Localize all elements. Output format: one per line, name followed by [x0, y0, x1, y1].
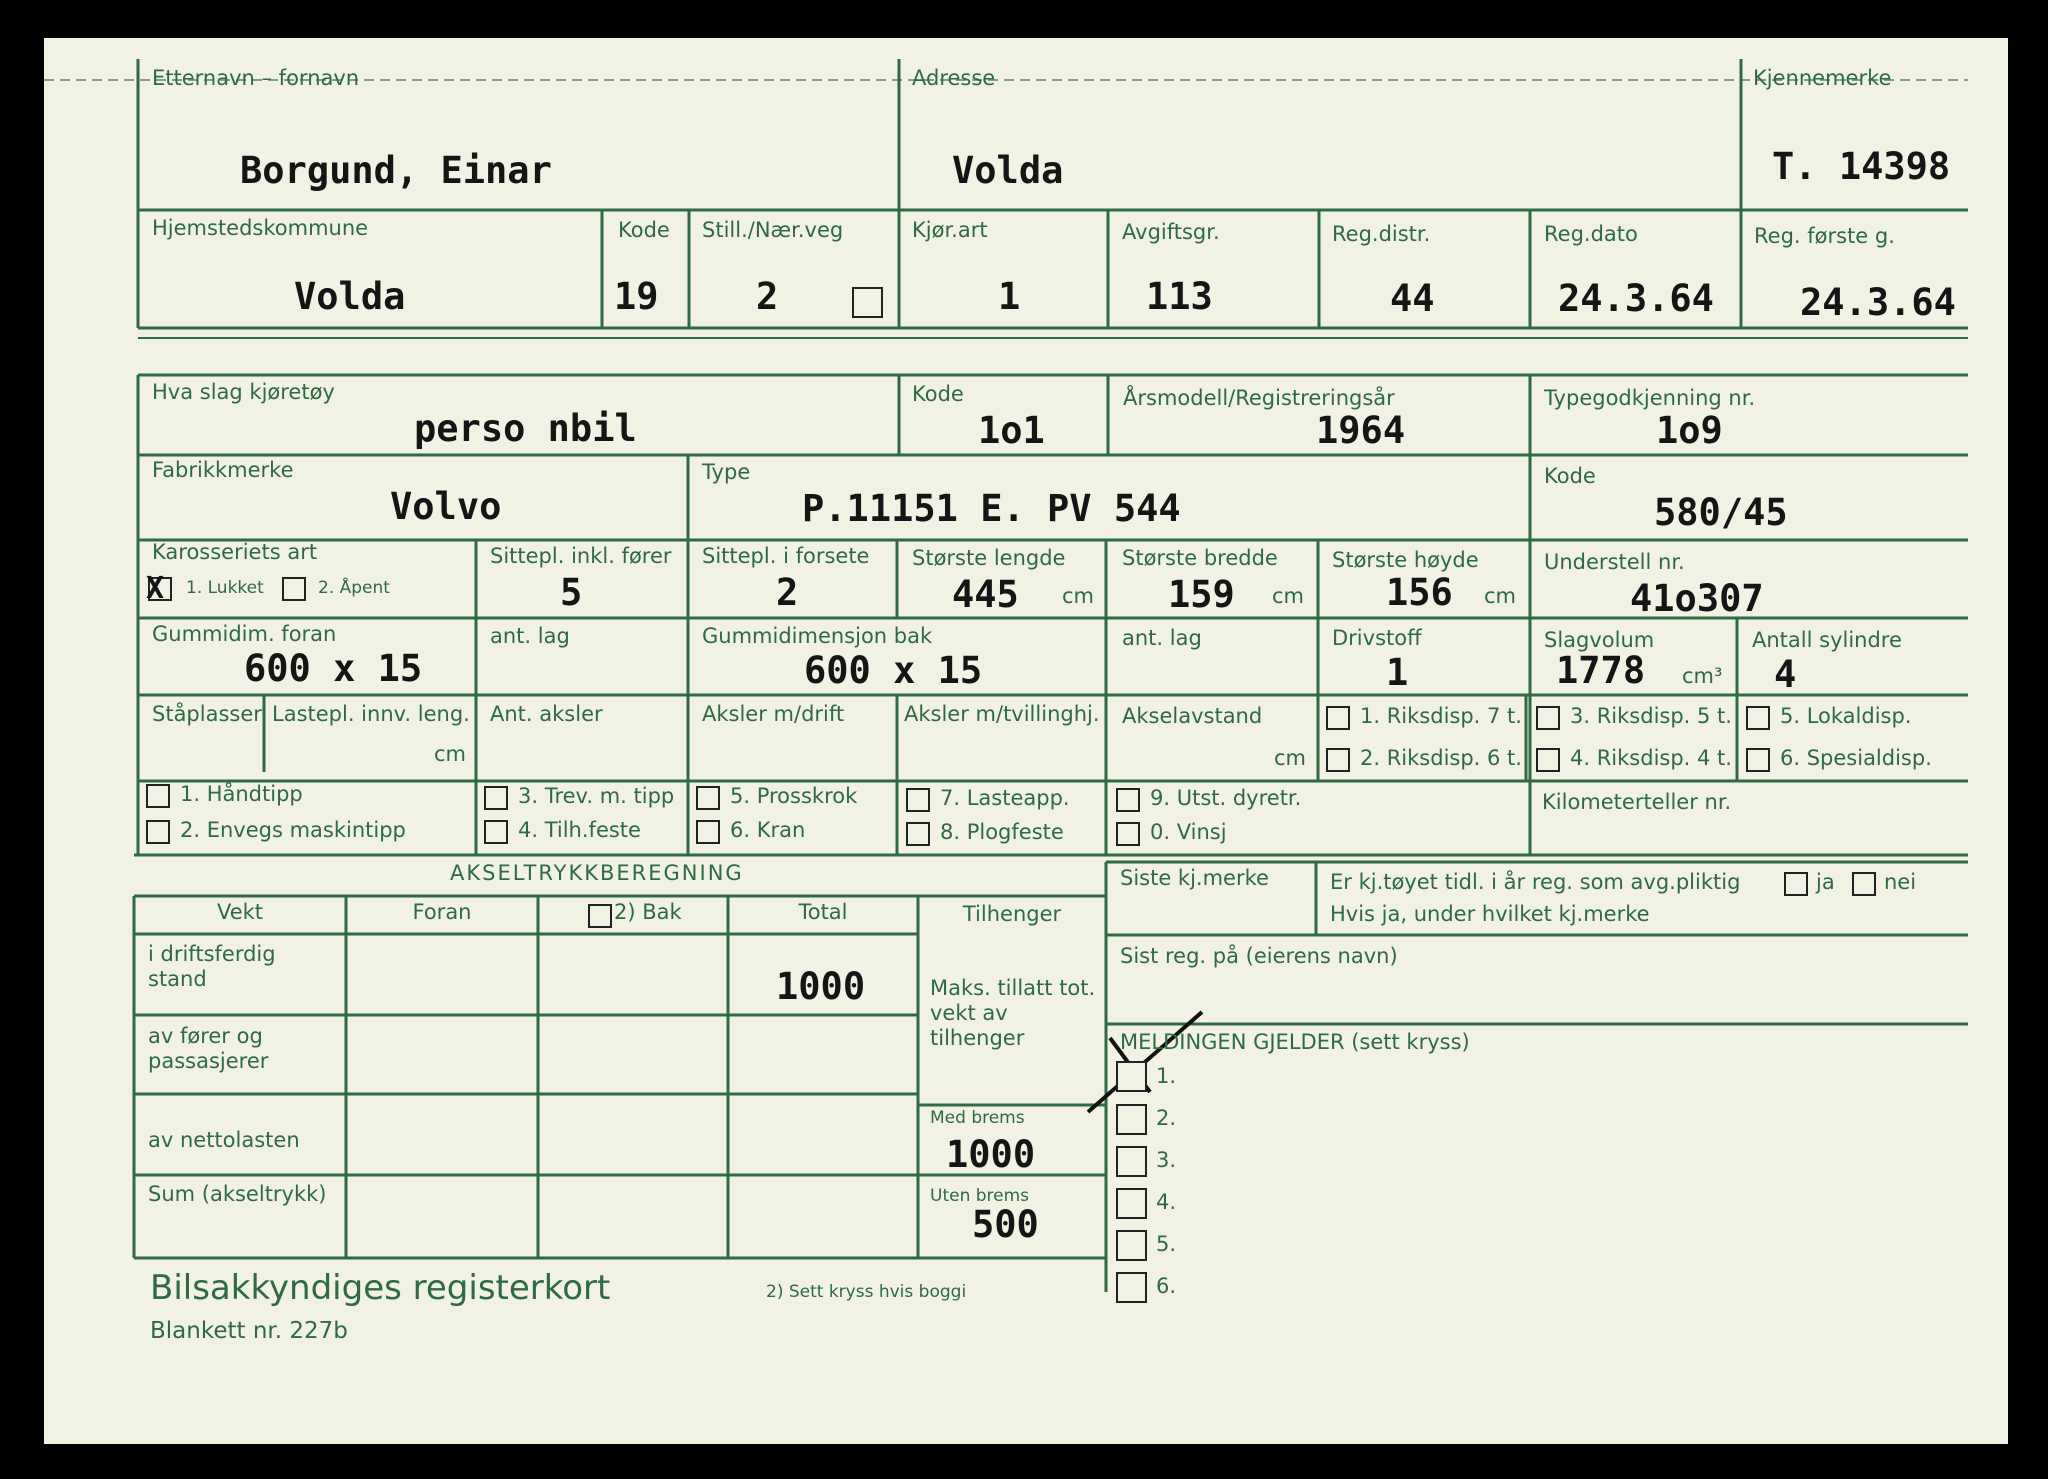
kommune-value: Volda [294, 275, 406, 318]
foran-label: Gummidim. foran [152, 622, 337, 646]
med-brems-value: 1000 [946, 1133, 1036, 1176]
bak-label: Gummidimensjon bak [702, 624, 933, 648]
typegodkj-label: Typegodkjenning nr. [1544, 386, 1756, 410]
handtipp-checkbox[interactable] [146, 784, 170, 808]
riks4-checkbox[interactable] [1536, 748, 1560, 772]
lengde-label: Største lengde [912, 546, 1066, 570]
bak-header: 2) Bak [614, 900, 682, 924]
uten-brems-value: 500 [972, 1203, 1039, 1246]
antaksler-label: Ant. aksler [490, 702, 603, 726]
blankett-label: Blankett nr. 227b [150, 1318, 348, 1344]
forsete-value: 2 [776, 571, 799, 614]
hvis-label: Hvis ja, under hvilket kj.merke [1330, 902, 1650, 926]
row-nettolast: av nettolasten [148, 1128, 300, 1152]
med-brems-label: Med brems [930, 1108, 1025, 1128]
antlag-label: ant. lag [490, 624, 570, 648]
prosskrok-label: 5. Prosskrok [730, 784, 858, 808]
sittepl-value: 5 [560, 571, 583, 614]
aarsmodell-value: 1964 [1316, 409, 1406, 452]
vinsj-checkbox[interactable] [1116, 822, 1140, 846]
lengde-unit: cm [1062, 584, 1095, 608]
vinsj-label: 0. Vinsj [1150, 820, 1227, 844]
drivstoff-value: 1 [1386, 651, 1409, 694]
tilh-label: 4. Tilh.feste [518, 818, 641, 842]
utst-label: 9. Utst. dyretr. [1150, 786, 1302, 810]
forsete-label: Sittepl. i forsete [702, 544, 870, 568]
melding-3-checkbox[interactable] [1116, 1146, 1147, 1177]
still-checkbox[interactable] [852, 287, 883, 318]
envegs-label: 2. Envegs maskintipp [180, 818, 406, 842]
kode2-value: 580/45 [1654, 491, 1788, 534]
lasteapp-label: 7. Lasteapp. [940, 786, 1070, 810]
nei-label: nei [1884, 870, 1917, 894]
nei-checkbox[interactable] [1852, 872, 1876, 896]
hoyde-label: Største høyde [1332, 548, 1479, 572]
fabrikk-label: Fabrikkmerke [152, 458, 294, 482]
vekt-header: Vekt [216, 900, 264, 924]
drivstoff-label: Drivstoff [1332, 626, 1422, 650]
foran-value: 600 x 15 [244, 647, 423, 690]
sylindre-label: Antall sylindre [1752, 628, 1902, 652]
kjorart-value: 1 [998, 275, 1021, 318]
slagvolum-value: 1778 [1556, 649, 1646, 692]
melding-label: MELDINGEN GJELDER (sett kryss) [1120, 1030, 1470, 1054]
kode2-label: Kode [1544, 464, 1596, 488]
form-title: Bilsakkyndiges registerkort [150, 1268, 611, 1308]
address-label: Adresse [912, 66, 996, 90]
siste-kj-label: Siste kj.merke [1120, 866, 1269, 890]
plogfeste-checkbox[interactable] [906, 822, 930, 846]
lasteapp-checkbox[interactable] [906, 788, 930, 812]
trev-label: 3. Trev. m. tipp [518, 784, 675, 808]
melding-2-checkbox[interactable] [1116, 1104, 1147, 1135]
name-label: Etternavn – fornavn [152, 66, 360, 90]
maks-label: Maks. tillatt tot. vekt av tilhenger [930, 976, 1096, 1051]
kommune-label: Hjemstedskommune [152, 216, 369, 240]
utst-checkbox[interactable] [1116, 788, 1140, 812]
foran-header: Foran [412, 900, 472, 924]
antlag2-label: ant. lag [1122, 626, 1202, 650]
melding-5-checkbox[interactable] [1116, 1230, 1147, 1261]
melding-3-label: 3. [1156, 1148, 1177, 1172]
melding-2-label: 2. [1156, 1106, 1177, 1130]
prosskrok-checkbox[interactable] [696, 786, 720, 810]
avgift-value: 113 [1146, 275, 1213, 318]
name-value: Borgund, Einar [240, 149, 552, 192]
regdistr-label: Reg.distr. [1332, 222, 1431, 246]
bredde-value: 159 [1168, 573, 1235, 616]
total-driftsferdig-value: 1000 [776, 965, 866, 1008]
envegs-checkbox[interactable] [146, 820, 170, 844]
check-x-icon: X [146, 571, 165, 606]
slag-value: perso nbil [414, 407, 637, 450]
tilhenger-header: Tilhenger [962, 902, 1062, 926]
bak-boggi-checkbox[interactable] [588, 904, 612, 928]
apent-checkbox[interactable] [282, 577, 306, 601]
melding-1-checkbox[interactable] [1116, 1061, 1147, 1092]
regdato-label: Reg.dato [1544, 222, 1638, 246]
bak-value: 600 x 15 [804, 649, 983, 692]
lukket-label: 1. Lukket [186, 578, 264, 598]
regforste-value: 24.3.64 [1800, 281, 1956, 324]
riks6-checkbox[interactable] [1326, 748, 1350, 772]
kran-checkbox[interactable] [696, 820, 720, 844]
melding-1-label: 1. [1156, 1064, 1177, 1088]
melding-5-label: 5. [1156, 1232, 1177, 1256]
bredde-label: Største bredde [1122, 546, 1278, 570]
still-value: 2 [756, 275, 779, 318]
kran-label: 6. Kran [730, 818, 806, 842]
aarsmodell-label: Årsmodell/Registreringsår [1123, 386, 1395, 410]
tidl-label: Er kj.tøyet tidl. i år reg. som avg.pliktig [1330, 870, 1741, 894]
melding-4-checkbox[interactable] [1116, 1188, 1147, 1219]
staplasser-label: Ståplasser [152, 702, 262, 726]
row-driftsferdig: i driftsferdig stand [148, 942, 276, 992]
akslerdrift-label: Aksler m/drift [702, 702, 845, 726]
total-header: Total [798, 900, 848, 924]
riks5-checkbox[interactable] [1536, 706, 1560, 730]
address-value: Volda [952, 149, 1064, 192]
slagvolum-unit: cm³ [1682, 664, 1723, 688]
regdistr-value: 44 [1390, 277, 1435, 320]
uten-brems-label: Uten brems [930, 1186, 1030, 1206]
apent-label: 2. Åpent [318, 578, 390, 598]
plate-label: Kjennemerke [1753, 66, 1892, 90]
lastepl-label: Lastepl. innv. leng. [272, 702, 470, 726]
tilh-checkbox[interactable] [484, 820, 508, 844]
type-value: P.11151 E. PV 544 [802, 487, 1181, 530]
riks7-checkbox[interactable] [1326, 706, 1350, 730]
riks4-label: 4. Riksdisp. 4 t. [1570, 746, 1732, 770]
karosseri-label: Karosseriets art [152, 540, 318, 564]
melding-6-checkbox[interactable] [1116, 1272, 1147, 1303]
understell-value: 41o307 [1630, 577, 1764, 620]
spesial-checkbox[interactable] [1746, 748, 1770, 772]
vkode-label: Kode [912, 382, 964, 406]
boggi-note: 2) Sett kryss hvis boggi [766, 1282, 967, 1302]
sist-reg-label: Sist reg. på (eierens navn) [1120, 944, 1398, 968]
fabrikk-value: Volvo [390, 485, 502, 528]
kjorart-label: Kjør.art [912, 218, 988, 242]
bredde-unit: cm [1272, 584, 1305, 608]
kode-label: Kode [618, 218, 670, 242]
lokal-label: 5. Lokaldisp. [1780, 704, 1912, 728]
akslertv-label: Aksler m/tvillinghj. [904, 702, 1100, 726]
spesial-label: 6. Spesialdisp. [1780, 746, 1932, 770]
riks6-label: 2. Riksdisp. 6 t. [1360, 746, 1522, 770]
sittepl-label: Sittepl. inkl. fører [490, 544, 672, 568]
melding-6-label: 6. [1156, 1274, 1177, 1298]
typegodkj-value: 1o9 [1656, 409, 1723, 452]
plate-value: T. 14398 [1772, 145, 1951, 188]
riks5-label: 3. Riksdisp. 5 t. [1570, 704, 1732, 728]
sylindre-value: 4 [1774, 653, 1797, 696]
row-sum: Sum (akseltrykk) [148, 1182, 327, 1206]
riks7-label: 1. Riksdisp. 7 t. [1360, 704, 1522, 728]
akselavstand-unit: cm [1274, 746, 1307, 770]
lokal-checkbox[interactable] [1746, 706, 1770, 730]
lengde-value: 445 [952, 573, 1019, 616]
hoyde-value: 156 [1386, 571, 1453, 614]
hoyde-unit: cm [1484, 584, 1517, 608]
vkode-value: 1o1 [978, 409, 1045, 452]
handtipp-label: 1. Håndtipp [180, 782, 303, 806]
type-label: Type [702, 460, 751, 484]
melding-4-label: 4. [1156, 1190, 1177, 1214]
kmteller-label: Kilometerteller nr. [1542, 790, 1732, 814]
still-label: Still./Nær.veg [702, 218, 844, 242]
plogfeste-label: 8. Plogfeste [940, 820, 1064, 844]
understell-label: Understell nr. [1544, 550, 1685, 574]
row-forer: av fører og passasjerer [148, 1024, 269, 1074]
trev-checkbox[interactable] [484, 786, 508, 810]
regforste-label: Reg. første g. [1754, 224, 1895, 248]
avgift-label: Avgiftsgr. [1122, 220, 1220, 244]
lastepl-unit: cm [434, 742, 467, 766]
ja-label: ja [1816, 870, 1835, 894]
regdato-value: 24.3.64 [1558, 277, 1714, 320]
akselavstand-label: Akselavstand [1122, 704, 1263, 728]
kode-value: 19 [614, 275, 659, 318]
axle-load-title: AKSELTRYKKBEREGNING [450, 861, 744, 885]
slag-label: Hva slag kjøretøy [152, 380, 335, 404]
slagvolum-label: Slagvolum [1544, 628, 1655, 652]
ja-checkbox[interactable] [1784, 872, 1808, 896]
